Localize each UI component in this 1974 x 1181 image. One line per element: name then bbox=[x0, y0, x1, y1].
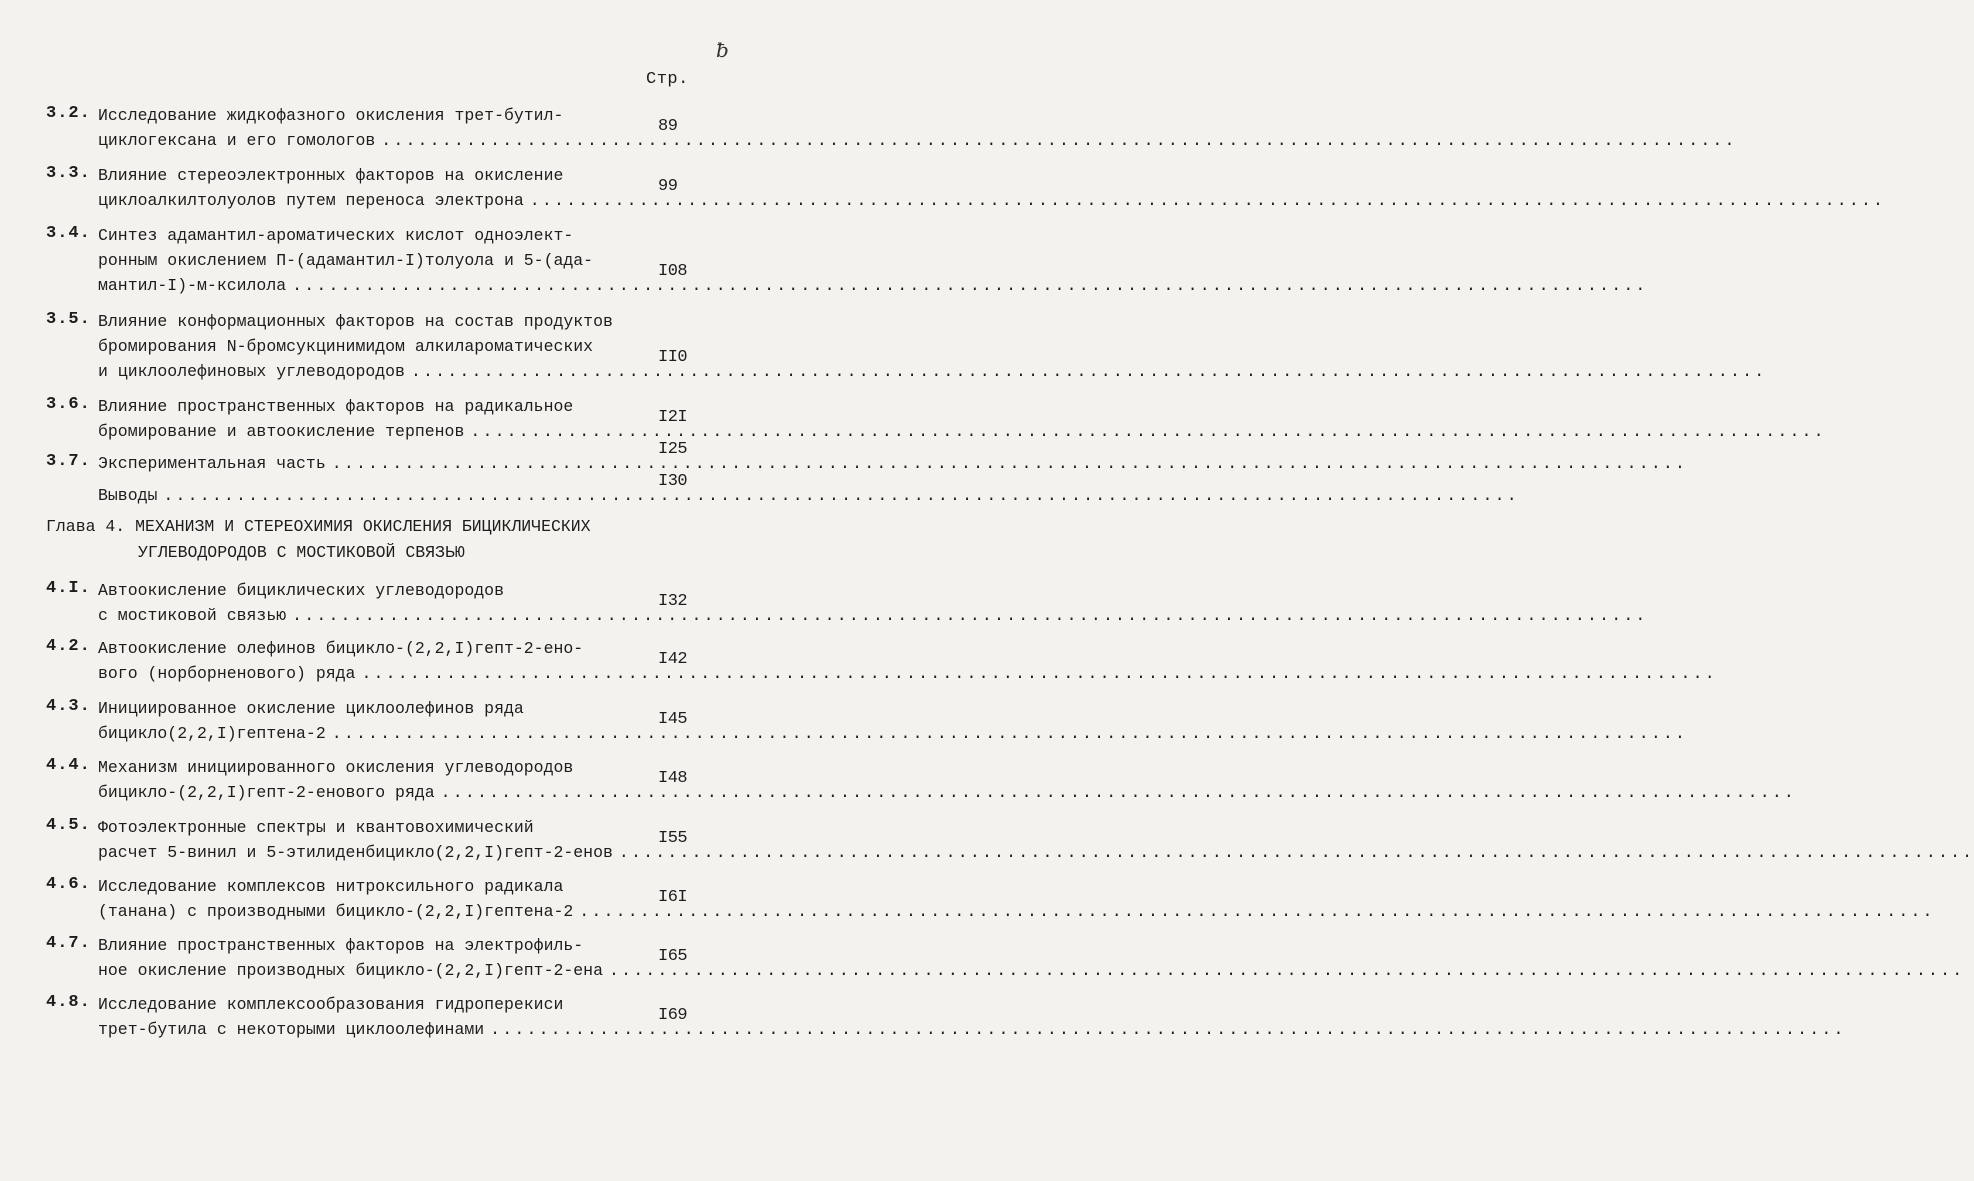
toc-entry-title-line: Исследование комплексообразования гидроперекиси bbox=[98, 995, 564, 1014]
toc-entry-title-line: Автоокисление бициклических углеводородов bbox=[98, 581, 504, 600]
toc-entry-title-line: Влияние пространственных факторов на электрофиль- bbox=[98, 936, 584, 955]
page-column-header: Стр. bbox=[646, 70, 689, 89]
toc-entry-title-last-line: и циклоолефиновых углеводородов bbox=[98, 362, 405, 381]
dot-leader: ................................................................................................................ bbox=[470, 422, 1826, 441]
toc-entry-leader-line bbox=[98, 452, 1688, 476]
toc-entry-title-last-line: циклогексана и его гомологов bbox=[98, 131, 376, 150]
toc-entry-number: 3.2. bbox=[46, 104, 91, 123]
toc-entry-title-last-line: бромирование и автоокисление терпенов bbox=[98, 422, 465, 441]
toc-entry-title-last-line: Экспериментальная часть bbox=[98, 454, 326, 473]
toc-entry-title-last-line: (танана) с производными бицикло-(2,2,I)гептена-2 bbox=[98, 902, 574, 921]
toc-entry-page-number: I45 bbox=[658, 710, 688, 729]
toc-entry-title-line: Механизм инициированного окисления углеводородов bbox=[98, 758, 574, 777]
toc-entry-title-last-line: циклоалкилтолуолов путем переноса электрона bbox=[98, 191, 524, 210]
toc-entry-title-last-line: мантил-I)-м-ксилола bbox=[98, 276, 287, 295]
toc-entry-number: 4.8. bbox=[46, 993, 91, 1012]
dot-leader: ................................................................................................................ bbox=[292, 606, 1648, 625]
toc-entry-page-number: I32 bbox=[658, 592, 688, 611]
toc-entry-leader-line bbox=[98, 959, 1965, 983]
toc-entry-title-line: Автоокисление олефинов бицикло-(2,2,I)гепт-2-ено- bbox=[98, 639, 584, 658]
toc-entry-page-number: I2I bbox=[658, 408, 688, 427]
toc-entry-title-last-line: Выводы bbox=[98, 486, 158, 505]
toc-entry-title-line: Исследование жидкофазного окисления трет-бутил- bbox=[98, 106, 564, 125]
dot-leader: ................................................................................................................ bbox=[163, 486, 1519, 505]
chapter-heading-line-2: УГЛЕВОДОРОДОВ С МОСТИКОВОЙ СВЯЗЬЮ bbox=[138, 543, 465, 562]
toc-entry-leader-line bbox=[98, 274, 1648, 298]
dot-leader: ................................................................................................................ bbox=[440, 783, 1797, 802]
dot-leader: ................................................................................................................ bbox=[292, 276, 1648, 295]
toc-entry-leader-line bbox=[98, 900, 1935, 924]
toc-entry-leader-line bbox=[98, 1018, 1846, 1042]
toc-entry-leader-line bbox=[98, 722, 1688, 746]
toc-entry-number: 4.5. bbox=[46, 816, 91, 835]
toc-entry-page-number: I30 bbox=[658, 472, 688, 491]
toc-entry-number: 4.6. bbox=[46, 875, 91, 894]
dot-leader: ................................................................................................................ bbox=[529, 191, 1886, 210]
toc-entry-title-line: бромирования N-бромсукцинимидом алкилароматических bbox=[98, 337, 594, 356]
page-corner-mark: ƀ bbox=[716, 38, 729, 62]
dot-leader: ................................................................................................................ bbox=[608, 961, 1965, 980]
toc-entry-number: 3.7. bbox=[46, 452, 91, 471]
toc-entry-page-number: II0 bbox=[658, 348, 688, 367]
toc-entry-leader-line bbox=[98, 360, 1767, 384]
toc-entry-title-line: Влияние пространственных факторов на радикальное bbox=[98, 397, 574, 416]
toc-entry-title-last-line: трет-бутила с некоторыми циклоолефинами bbox=[98, 1020, 485, 1039]
dot-leader: ................................................................................................................ bbox=[410, 362, 1767, 381]
toc-entry-number: 4.3. bbox=[46, 697, 91, 716]
toc-entry-leader-line bbox=[98, 420, 1826, 444]
toc-entry-number: 3.3. bbox=[46, 164, 91, 183]
toc-entry-title-last-line: с мостиковой связью bbox=[98, 606, 287, 625]
toc-entry-title-line: Фотоэлектронные спектры и квантовохимический bbox=[98, 818, 534, 837]
toc-entry-number: 4.4. bbox=[46, 756, 91, 775]
toc-entry-title-line: Влияние конформационных факторов на состав продуктов bbox=[98, 312, 613, 331]
toc-entry-leader-line bbox=[98, 662, 1717, 686]
toc-entry-leader-line bbox=[98, 781, 1797, 805]
toc-entry-number: 4.7. bbox=[46, 934, 91, 953]
dot-leader: ................................................................................................................ bbox=[579, 902, 1935, 921]
toc-entry-page-number: 99 bbox=[658, 177, 678, 196]
toc-entry-page-number: I08 bbox=[658, 262, 688, 281]
toc-entry-leader-line bbox=[98, 841, 1974, 865]
toc-entry-title-line: Синтез адамантил-ароматических кислот одноэлект- bbox=[98, 226, 574, 245]
toc-entry-page-number: I65 bbox=[658, 947, 688, 966]
toc-entry-leader-line bbox=[98, 484, 1519, 508]
toc-entry-title-line: ронным окислением П-(адамантил-I)толуола и 5-(ада- bbox=[98, 251, 594, 270]
dot-leader: ................................................................................................................ bbox=[381, 131, 1737, 150]
toc-entry-title-last-line: расчет 5-винил и 5-этилиденбицикло(2,2,I)гепт-2-енов bbox=[98, 843, 613, 862]
toc-entry-number: 4.I. bbox=[46, 579, 91, 598]
toc-entry-page-number: I55 bbox=[658, 829, 688, 848]
toc-entry-number: 3.5. bbox=[46, 310, 91, 329]
toc-entry-title-last-line: бицикло-(2,2,I)гепт-2-енового ряда bbox=[98, 783, 435, 802]
toc-entry-number: 3.4. bbox=[46, 224, 91, 243]
toc-entry-title-last-line: вого (норборненового) ряда bbox=[98, 664, 356, 683]
toc-entry-title-line: Влияние стереоэлектронных факторов на окисление bbox=[98, 166, 564, 185]
toc-entry-title-last-line: бицикло(2,2,I)гептена-2 bbox=[98, 724, 326, 743]
dot-leader: ................................................................................................................ bbox=[361, 664, 1717, 683]
chapter-heading-line-1: Глава 4. МЕХАНИЗМ И СТЕРЕОХИМИЯ ОКИСЛЕНИЯ БИЦИКЛИЧЕСКИХ bbox=[46, 517, 591, 536]
toc-entry-number: 3.6. bbox=[46, 395, 91, 414]
dot-leader: ................................................................................................................ bbox=[331, 724, 1688, 743]
toc-entry-number: 4.2. bbox=[46, 637, 91, 656]
dot-leader: ................................................................................................................ bbox=[490, 1020, 1846, 1039]
toc-entry-page-number: 89 bbox=[658, 117, 678, 136]
toc-entry-leader-line bbox=[98, 129, 1737, 153]
toc-entry-title-last-line: ное окисление производных бицикло-(2,2,I)гепт-2-ена bbox=[98, 961, 603, 980]
toc-entry-page-number: I6I bbox=[658, 888, 688, 907]
toc-entry-page-number: I69 bbox=[658, 1006, 688, 1025]
toc-entry-leader-line bbox=[98, 189, 1886, 213]
toc-entry-page-number: I25 bbox=[658, 440, 688, 459]
toc-entry-leader-line bbox=[98, 604, 1648, 628]
dot-leader: ................................................................................................................ bbox=[618, 843, 1974, 862]
toc-entry-title-line: Инициированное окисление циклоолефинов ряда bbox=[98, 699, 524, 718]
toc-entry-title-line: Исследование комплексов нитроксильного радикала bbox=[98, 877, 564, 896]
toc-entry-page-number: I42 bbox=[658, 650, 688, 669]
toc-entry-page-number: I48 bbox=[658, 769, 688, 788]
dot-leader: ................................................................................................................ bbox=[331, 454, 1688, 473]
